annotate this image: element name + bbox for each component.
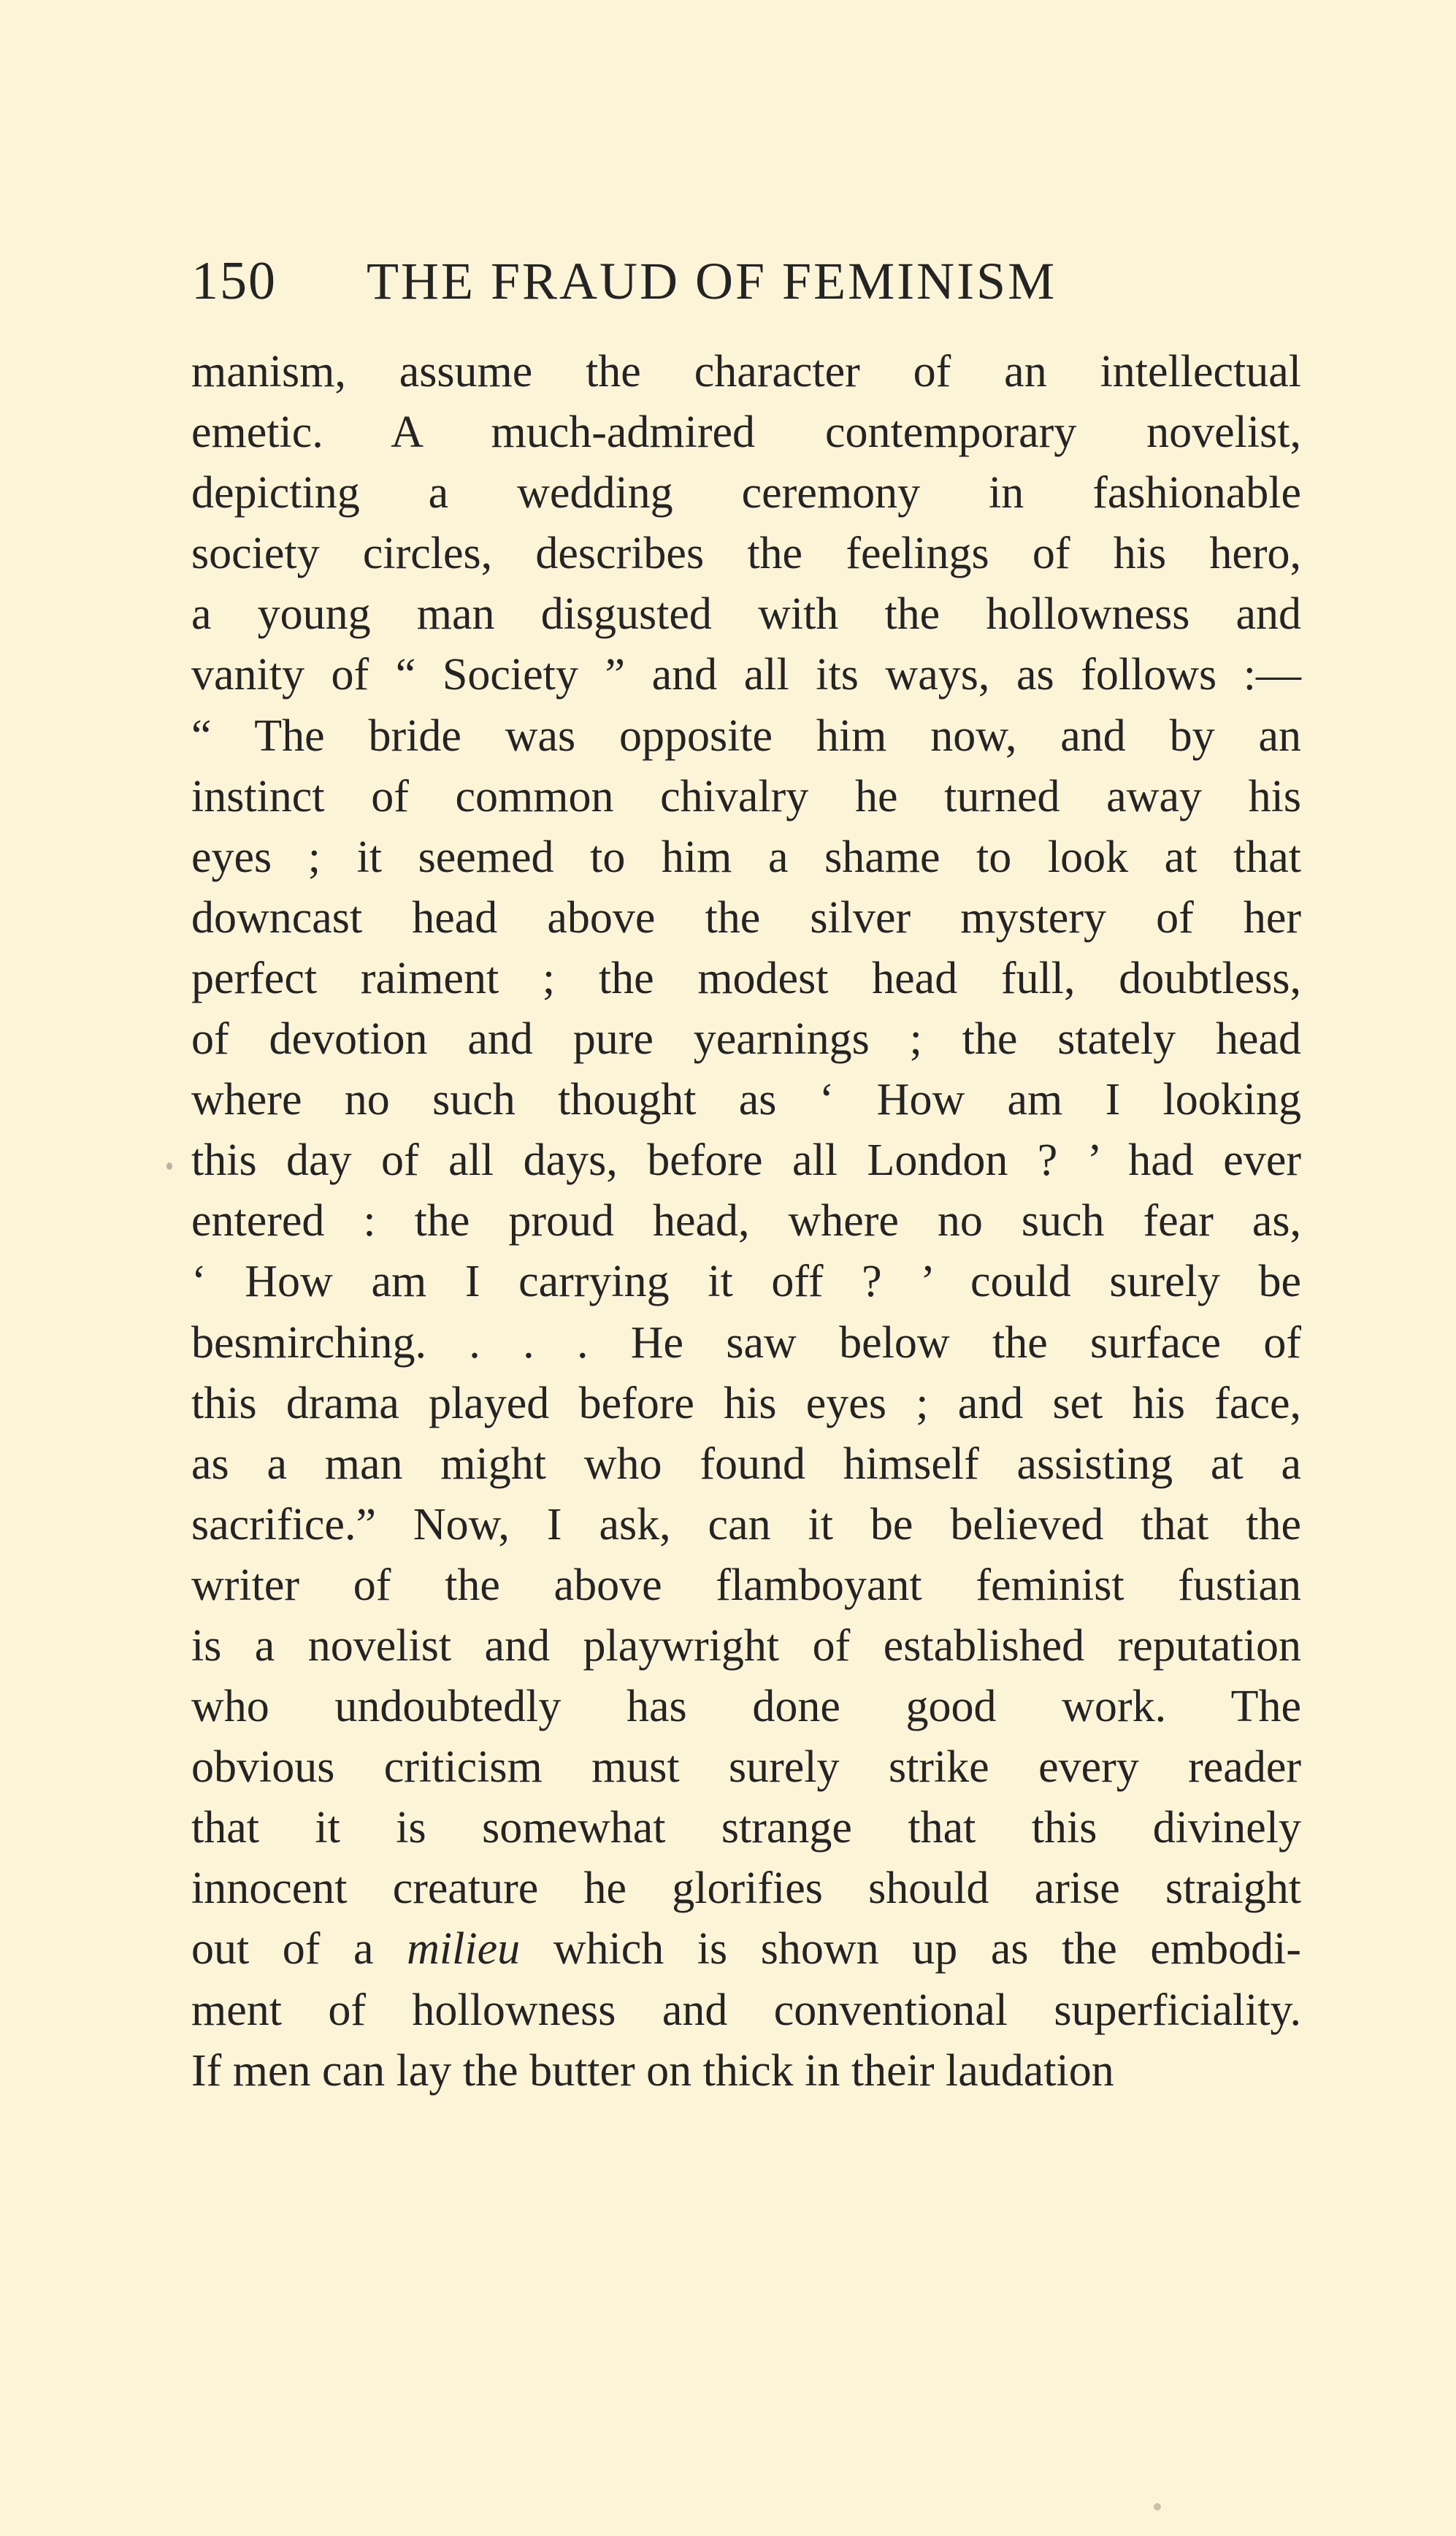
text-line: “ The bride was opposite him now, and by an (191, 710, 1301, 761)
text-line: entered : the proud head, where no such fear as, (191, 1196, 1301, 1246)
italic-word: milieu (407, 1924, 521, 1974)
page-speck (1154, 2503, 1161, 2510)
text-line: If men can lay the butter on thick in their laudation (191, 2045, 1114, 2096)
text-line: is a novelist and playwright of established reputation (191, 1620, 1301, 1671)
running-title: THE FRAUD OF FEMINISM (367, 252, 1057, 310)
text-line: depicting a wedding ceremony in fashionable (191, 468, 1301, 518)
text-line: that it is somewhat strange that this divinely (191, 1803, 1301, 1853)
text-line: innocent creature he glorifies should arise straight (191, 1863, 1301, 1914)
text-line: as a man might who found himself assisting at a (191, 1439, 1301, 1489)
text-line: who undoubtedly has done good work. The (191, 1682, 1301, 1732)
text-line: besmirching. . . . He saw below the surface of (191, 1317, 1301, 1368)
text-line: this drama played before his eyes ; and set his face, (191, 1378, 1301, 1428)
text-line: society circles, describes the feelings of his hero, (191, 529, 1301, 579)
body-text (191, 342, 1301, 2102)
text-line: emetic. A much-admired contemporary novelist, (191, 407, 1301, 458)
text-line: instinct of common chivalry he turned away his (191, 771, 1301, 821)
text-line: manism, assume the character of an intellectual (191, 347, 1301, 397)
text-line: where no such thought as ‘ How am I looking (191, 1075, 1301, 1125)
text-line: sacrifice.” Now, I ask, can it be believed that the (191, 1499, 1301, 1549)
text-segment: out of a (191, 1924, 407, 1974)
text-line (191, 1919, 1301, 1980)
text-line: of devotion and pure yearnings ; the stately head (191, 1014, 1301, 1065)
page-header (191, 241, 1301, 321)
page-number: 150 (191, 251, 277, 311)
text-line: this day of all days, before all London ? ’ had ever (191, 1135, 1301, 1186)
text-line: perfect raiment ; the modest head full, doubtless, (191, 953, 1301, 1003)
text-line: ‘ How am I carrying it off ? ’ could surely be (191, 1257, 1301, 1307)
text-line: downcast head above the silver mystery of her (191, 892, 1301, 943)
text-line: writer of the above flamboyant feminist fustian (191, 1560, 1301, 1610)
margin-dot (166, 1162, 172, 1170)
text-segment: which is shown up as the embodi- (520, 1924, 1302, 1974)
text-line: a young man disgusted with the hollowness and (191, 589, 1301, 640)
text-line: ment of hollowness and conventional superficiality. (191, 1985, 1301, 2035)
text-line: vanity of “ Society ” and all its ways, as follows :— (191, 650, 1301, 700)
text-line: eyes ; it seemed to him a shame to look at that (191, 832, 1301, 882)
text-line: obvious criticism must surely strike every reader (191, 1742, 1301, 1793)
